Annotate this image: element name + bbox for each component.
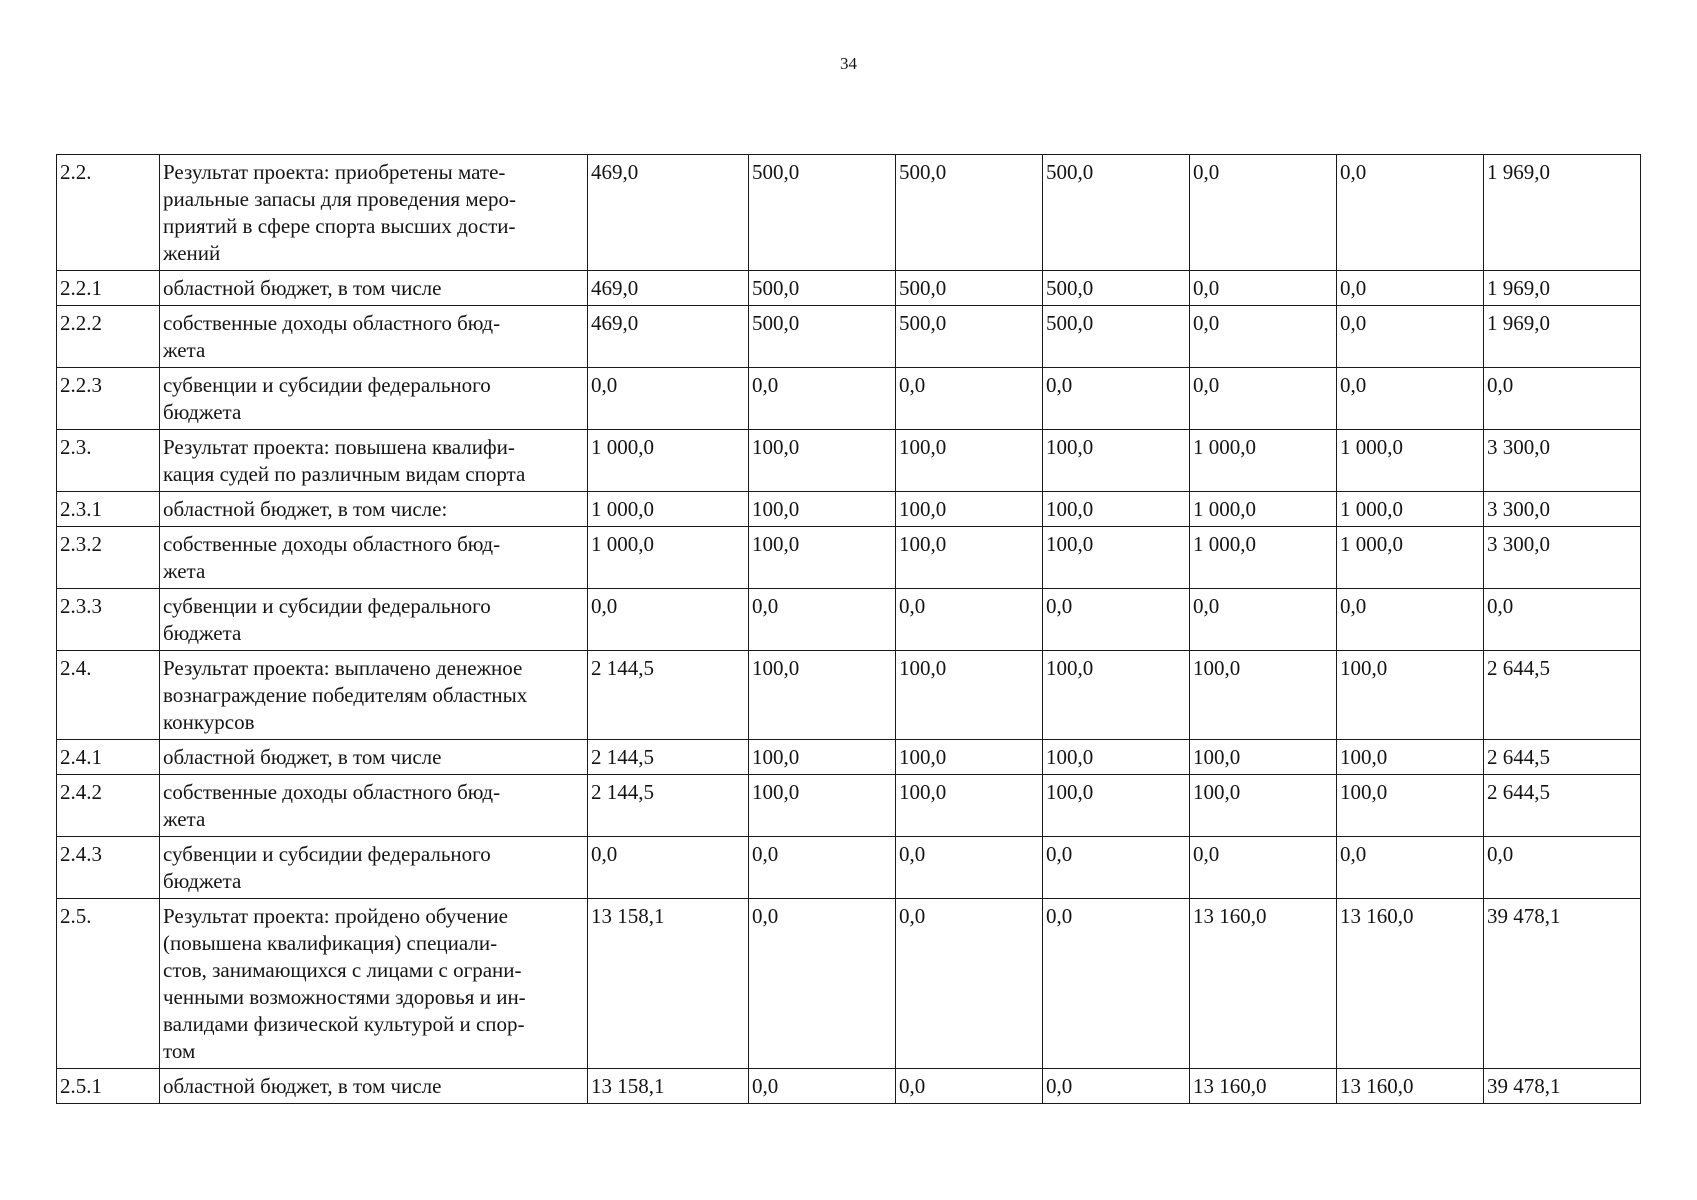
row-description: [160, 651, 588, 740]
table-row: [57, 1069, 1641, 1104]
description-line: жета: [163, 559, 206, 583]
value-cell: 100,0: [896, 651, 1043, 740]
value-cell: 0,0: [1337, 368, 1484, 430]
value-cell: 500,0: [896, 306, 1043, 368]
row-code: 2.2.2: [57, 306, 160, 368]
value-cell: 13 160,0: [1337, 1069, 1484, 1104]
row-code: 2.2.3: [57, 368, 160, 430]
value-cell: 0,0: [1190, 589, 1337, 651]
description-line: субвенции и субсидии федерального: [163, 594, 491, 618]
description-line: конкурсов: [163, 710, 255, 734]
description-line: валидами физической культурой и спор-: [163, 1012, 525, 1036]
value-cell: 0,0: [896, 1069, 1043, 1104]
row-code: 2.3.1: [57, 492, 160, 527]
value-cell: 2 644,5: [1484, 775, 1641, 837]
value-cell: 100,0: [1190, 740, 1337, 775]
row-description: [160, 740, 588, 775]
row-code: 2.4.1: [57, 740, 160, 775]
value-cell: 100,0: [896, 492, 1043, 527]
row-description: [160, 589, 588, 651]
value-cell: 1 000,0: [588, 430, 749, 492]
description-line: Результат проекта: выплачено денежное: [163, 656, 523, 680]
row-code: 2.5.1: [57, 1069, 160, 1104]
value-cell: 469,0: [588, 306, 749, 368]
value-cell: 1 000,0: [588, 527, 749, 589]
value-cell: 100,0: [749, 527, 896, 589]
value-cell: 500,0: [749, 271, 896, 306]
value-cell: 469,0: [588, 155, 749, 271]
description-line: субвенции и субсидии федерального: [163, 373, 491, 397]
description-line: бюджета: [163, 869, 242, 893]
description-line: (повышена квалификация) специали-: [163, 931, 498, 955]
value-cell: 500,0: [1043, 271, 1190, 306]
value-cell: 0,0: [588, 837, 749, 899]
table-row: [57, 492, 1641, 527]
value-cell: 0,0: [1043, 368, 1190, 430]
description-line: бюджета: [163, 400, 242, 424]
value-cell: 1 000,0: [1190, 430, 1337, 492]
value-cell: 1 000,0: [1190, 492, 1337, 527]
value-cell: 100,0: [1190, 651, 1337, 740]
value-cell: 469,0: [588, 271, 749, 306]
value-cell: 2 644,5: [1484, 651, 1641, 740]
description-line: кация судей по различным видам спорта: [163, 462, 526, 486]
table-row: [57, 430, 1641, 492]
value-cell: 0,0: [1190, 306, 1337, 368]
row-code: 2.4.2: [57, 775, 160, 837]
row-description: [160, 527, 588, 589]
table-row: [57, 775, 1641, 837]
value-cell: 3 300,0: [1484, 492, 1641, 527]
value-cell: 0,0: [1043, 589, 1190, 651]
value-cell: 1 969,0: [1484, 155, 1641, 271]
value-cell: 0,0: [1337, 589, 1484, 651]
value-cell: 100,0: [749, 492, 896, 527]
value-cell: 2 144,5: [588, 651, 749, 740]
row-description: [160, 492, 588, 527]
value-cell: 0,0: [1337, 306, 1484, 368]
description-line: собственные доходы областного бюд-: [163, 311, 501, 335]
value-cell: 100,0: [1190, 775, 1337, 837]
row-description: [160, 368, 588, 430]
table-row: [57, 368, 1641, 430]
description-line: областной бюджет, в том числе: [163, 276, 442, 300]
value-cell: 0,0: [588, 589, 749, 651]
row-code: 2.4.: [57, 651, 160, 740]
value-cell: 100,0: [1337, 740, 1484, 775]
value-cell: 1 969,0: [1484, 271, 1641, 306]
value-cell: 0,0: [1190, 155, 1337, 271]
value-cell: 100,0: [749, 775, 896, 837]
table-row: [57, 589, 1641, 651]
value-cell: 0,0: [1484, 837, 1641, 899]
value-cell: 0,0: [1337, 271, 1484, 306]
row-description: [160, 271, 588, 306]
description-line: жета: [163, 338, 206, 362]
value-cell: 100,0: [1043, 430, 1190, 492]
value-cell: 0,0: [896, 589, 1043, 651]
value-cell: 1 000,0: [1190, 527, 1337, 589]
value-cell: 13 160,0: [1190, 899, 1337, 1069]
value-cell: 39 478,1: [1484, 1069, 1641, 1104]
value-cell: 500,0: [1043, 306, 1190, 368]
row-description: [160, 899, 588, 1069]
value-cell: 1 000,0: [1337, 527, 1484, 589]
value-cell: 0,0: [1043, 899, 1190, 1069]
value-cell: 1 969,0: [1484, 306, 1641, 368]
table-row: [57, 271, 1641, 306]
row-description: [160, 306, 588, 368]
value-cell: 500,0: [749, 306, 896, 368]
table-body: [57, 155, 1641, 1104]
value-cell: 100,0: [1337, 651, 1484, 740]
row-description: [160, 430, 588, 492]
value-cell: 100,0: [896, 740, 1043, 775]
value-cell: 1 000,0: [1337, 492, 1484, 527]
table-row: [57, 155, 1641, 271]
value-cell: 0,0: [1484, 368, 1641, 430]
description-line: субвенции и субсидии федерального: [163, 842, 491, 866]
value-cell: 100,0: [749, 651, 896, 740]
value-cell: 13 158,1: [588, 1069, 749, 1104]
value-cell: 100,0: [1043, 651, 1190, 740]
row-code: 2.5.: [57, 899, 160, 1069]
row-code: 2.2.1: [57, 271, 160, 306]
value-cell: 0,0: [749, 1069, 896, 1104]
description-line: том: [163, 1039, 196, 1063]
row-description: [160, 155, 588, 271]
value-cell: 100,0: [896, 527, 1043, 589]
value-cell: 0,0: [1190, 368, 1337, 430]
description-line: собственные доходы областного бюд-: [163, 532, 501, 556]
description-line: областной бюджет, в том числе: [163, 1074, 442, 1098]
row-code: 2.4.3: [57, 837, 160, 899]
row-description: [160, 837, 588, 899]
description-line: собственные доходы областного бюд-: [163, 780, 501, 804]
value-cell: 100,0: [896, 430, 1043, 492]
value-cell: 39 478,1: [1484, 899, 1641, 1069]
row-code: 2.2.: [57, 155, 160, 271]
table-row: [57, 740, 1641, 775]
value-cell: 100,0: [749, 740, 896, 775]
description-line: бюджета: [163, 621, 242, 645]
table-row: [57, 306, 1641, 368]
description-line: риальные запасы для проведения меро-: [163, 187, 516, 211]
page-number: 34: [840, 54, 857, 73]
value-cell: 0,0: [1043, 1069, 1190, 1104]
value-cell: 500,0: [896, 155, 1043, 271]
value-cell: 0,0: [749, 589, 896, 651]
value-cell: 0,0: [1190, 837, 1337, 899]
description-line: жета: [163, 807, 206, 831]
value-cell: 0,0: [1043, 837, 1190, 899]
value-cell: 0,0: [749, 368, 896, 430]
value-cell: 0,0: [1484, 589, 1641, 651]
value-cell: 100,0: [1043, 740, 1190, 775]
value-cell: 13 160,0: [1337, 899, 1484, 1069]
description-line: Результат проекта: пройдено обучение: [163, 904, 508, 928]
value-cell: 100,0: [749, 430, 896, 492]
value-cell: 1 000,0: [1337, 430, 1484, 492]
value-cell: 100,0: [1337, 775, 1484, 837]
table-row: [57, 837, 1641, 899]
value-cell: 0,0: [1337, 837, 1484, 899]
value-cell: 500,0: [1043, 155, 1190, 271]
table-row: [57, 899, 1641, 1069]
value-cell: 2 144,5: [588, 775, 749, 837]
row-code: 2.3.3: [57, 589, 160, 651]
value-cell: 13 160,0: [1190, 1069, 1337, 1104]
budget-table: [56, 154, 1641, 1104]
description-line: жений: [163, 241, 221, 265]
value-cell: 0,0: [1337, 155, 1484, 271]
value-cell: 3 300,0: [1484, 527, 1641, 589]
value-cell: 1 000,0: [588, 492, 749, 527]
value-cell: 0,0: [1190, 271, 1337, 306]
value-cell: 0,0: [896, 837, 1043, 899]
value-cell: 2 144,5: [588, 740, 749, 775]
description-line: приятий в сфере спорта высших дости-: [163, 214, 516, 238]
value-cell: 100,0: [1043, 527, 1190, 589]
value-cell: 0,0: [588, 368, 749, 430]
row-code: 2.3.: [57, 430, 160, 492]
description-line: областной бюджет, в том числе: [163, 745, 442, 769]
value-cell: 2 644,5: [1484, 740, 1641, 775]
value-cell: 500,0: [896, 271, 1043, 306]
value-cell: 0,0: [749, 837, 896, 899]
description-line: ченными возможностями здоровья и ин-: [163, 985, 526, 1009]
description-line: стов, занимающихся с лицами с ограни-: [163, 958, 522, 982]
value-cell: 100,0: [896, 775, 1043, 837]
value-cell: 0,0: [749, 899, 896, 1069]
value-cell: 100,0: [1043, 492, 1190, 527]
description-line: вознаграждение победителям областных: [163, 683, 528, 707]
value-cell: 3 300,0: [1484, 430, 1641, 492]
value-cell: 100,0: [1043, 775, 1190, 837]
description-line: Результат проекта: повышена квалифи-: [163, 435, 515, 459]
description-line: областной бюджет, в том числе:: [163, 497, 448, 521]
value-cell: 0,0: [896, 899, 1043, 1069]
row-description: [160, 775, 588, 837]
value-cell: 13 158,1: [588, 899, 749, 1069]
table-row: [57, 651, 1641, 740]
row-description: [160, 1069, 588, 1104]
table-row: [57, 527, 1641, 589]
value-cell: 0,0: [896, 368, 1043, 430]
row-code: 2.3.2: [57, 527, 160, 589]
value-cell: 500,0: [749, 155, 896, 271]
description-line: Результат проекта: приобретены мате-: [163, 160, 506, 184]
